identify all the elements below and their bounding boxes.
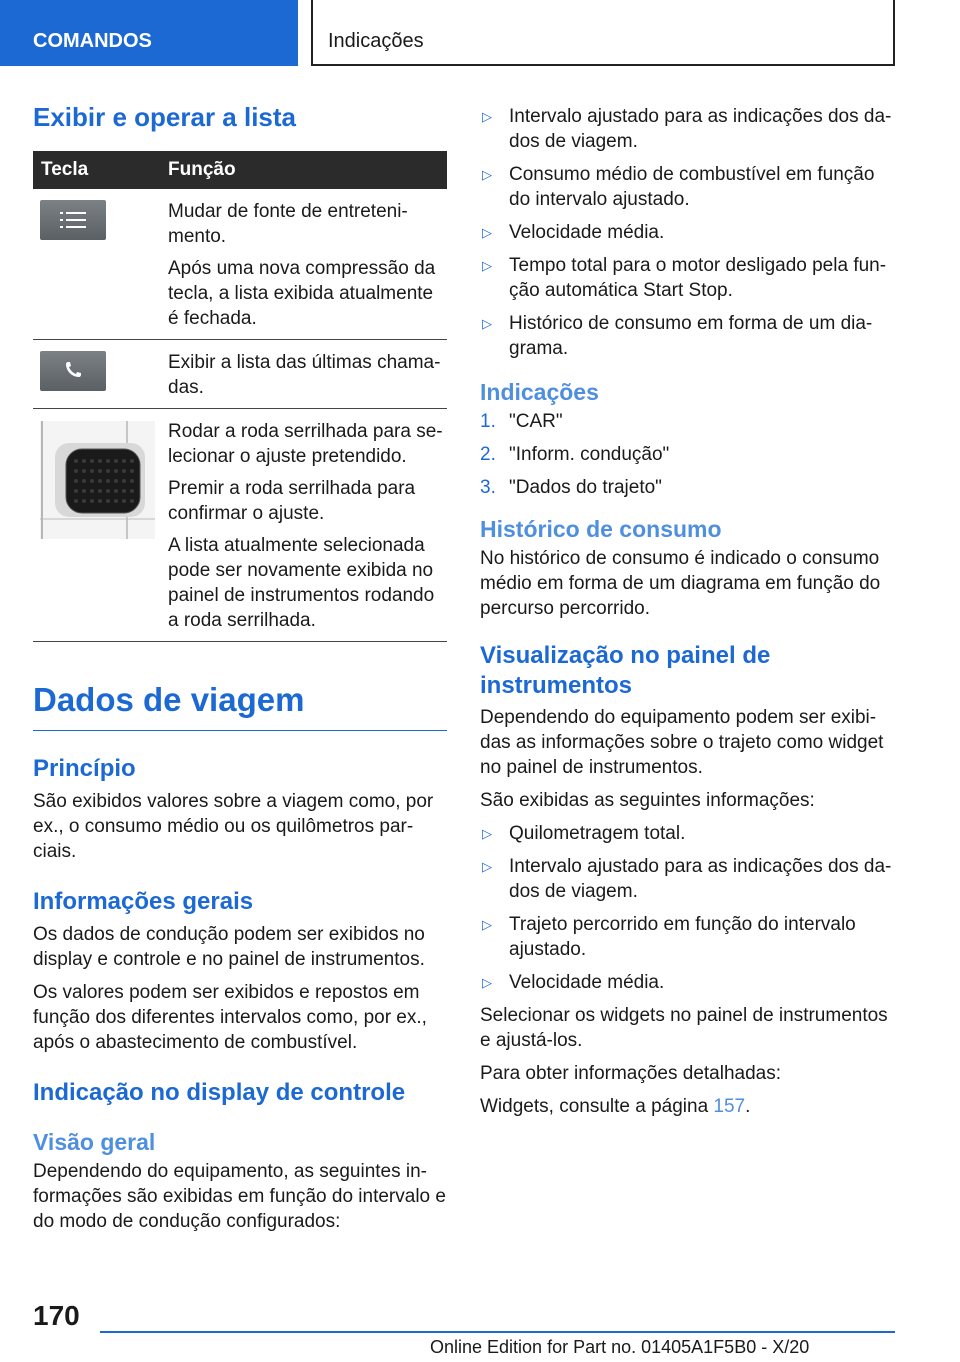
instrument-cluster-text-2: São exibidas as seguintes informações: [480, 790, 815, 811]
list-item: ▷ Quilometragem total. [482, 823, 686, 844]
consumption-history-text: No histórico de consumo é indicado o consumo médio em forma de um diagrama em função do percurso percorrido. [480, 548, 881, 619]
cluster-info-list [480, 821, 894, 995]
phone-button-icon [40, 351, 106, 391]
edition-text: Online Edition for Part no. 01405A1F5B0 - X/20 [430, 1337, 810, 1357]
list-item: ▷ Histórico de consumo em forma de um dia-grama. [482, 313, 873, 359]
indications-title: Indicações [480, 379, 599, 405]
triangle-bullet-icon: ▷ [482, 225, 492, 240]
triangle-bullet-icon: ▷ [482, 826, 492, 841]
rotary-knob-image [40, 421, 155, 539]
list-item: ▷ Consumo médio de combustível em função do intervalo ajustado. [482, 164, 875, 210]
col-key-header: Tecla [41, 159, 89, 180]
page-number: 170 [33, 1300, 80, 1331]
triangle-bullet-icon: ▷ [482, 316, 492, 331]
overview-title: Visão geral [33, 1129, 156, 1155]
table-cell-text: Mudar de fonte de entreteni-mento. [168, 201, 408, 247]
table-cell-text: A lista atualmente selecionada pode ser novamente exibida no painel de instrumentos rodando a roda serrilhada. [168, 535, 435, 631]
table-cell-text: Rodar a roda serrilhada para se-lecionar o ajuste pretendido. [168, 421, 443, 467]
list-item: 1. "CAR" [480, 411, 563, 432]
list-item: ▷ Trajeto percorrido em função do intervalo ajustado. [482, 914, 856, 960]
triangle-bullet-icon: ▷ [482, 859, 492, 874]
table-row [33, 340, 447, 409]
footer-divider [100, 1331, 895, 1333]
instrument-cluster-text-3: Selecionar os widgets no painel de instrumentos e ajustá-los. [480, 1005, 888, 1051]
consumption-history-title: Histórico de consumo [480, 516, 722, 542]
list-item: 2. "Inform. condução" [480, 444, 670, 465]
table-row [33, 409, 447, 642]
section-tab: COMANDOS [0, 0, 298, 66]
table-header [33, 151, 447, 189]
triangle-bullet-icon: ▷ [482, 109, 492, 124]
general-info-text-2: Os valores podem ser exibidos e repostos em função dos diferentes intervalos como, por ex., após o abastecimento de combustível. [33, 982, 427, 1053]
instrument-cluster-text-4: Para obter informações detalhadas: [480, 1063, 782, 1084]
general-info-title: Informações gerais [33, 888, 254, 915]
table-cell-text: Após uma nova compressão da tecla, a lista exibida atualmente é fechada. [168, 258, 436, 329]
page-link[interactable]: 157 [713, 1096, 746, 1117]
instrument-cluster-text-1: Dependendo do equipamento podem ser exibi-das as informações sobre o trajeto como widget no painel de instrumentos. [480, 707, 884, 778]
triangle-bullet-icon: ▷ [482, 917, 492, 932]
steps-list [480, 409, 894, 500]
list-item: ▷ Intervalo ajustado para as indicações dos da-dos de viagem. [482, 106, 892, 152]
col-function-header: Função [168, 159, 236, 180]
left-column [33, 100, 447, 1234]
chapter-tab: Indicações [311, 0, 895, 66]
table-cell-text: Premir a roda serrilhada para confirmar o ajuste. [168, 478, 416, 524]
instrument-cluster-title: Visualização no painel de instrumentos [480, 642, 771, 699]
table-cell-text: Exibir a lista das últimas chama-das. [168, 352, 441, 398]
general-info-text-1: Os dados de condução podem ser exibidos no display e controle e no painel de instrumentos. [33, 924, 425, 970]
list-section-title: Exibir e operar a lista [33, 102, 297, 132]
list-item: ▷ Velocidade média. [482, 222, 665, 243]
table-row [33, 189, 447, 340]
list-item: ▷ Tempo total para o motor desligado pela fun-ção automática Start Stop. [482, 255, 887, 301]
triangle-bullet-icon: ▷ [482, 167, 492, 182]
overview-text: Dependendo do equipamento, as seguintes in-formações são exibidas em função do intervalo e do modo de condução configurados: [33, 1161, 446, 1232]
trip-info-list [480, 104, 894, 361]
list-item: 3. "Dados do trajeto" [480, 477, 662, 498]
list-item: ▷ Velocidade média. [482, 972, 665, 993]
principle-text: São exibidos valores sobre a viagem como, por ex., o consumo médio ou os quilômetros par-ciais. [33, 791, 434, 862]
control-display-title: Indicação no display de controle [33, 1079, 406, 1106]
right-column [480, 100, 894, 1119]
list-button-icon [40, 200, 106, 240]
triangle-bullet-icon: ▷ [482, 975, 492, 990]
triangle-bullet-icon: ▷ [482, 258, 492, 273]
widgets-reference: Widgets, consulte a página 157. [480, 1096, 751, 1117]
trip-data-title: Dados de viagem [33, 680, 447, 731]
list-item: ▷ Intervalo ajustado para as indicações dos da-dos de viagem. [482, 856, 892, 902]
principle-title: Princípio [33, 755, 136, 782]
